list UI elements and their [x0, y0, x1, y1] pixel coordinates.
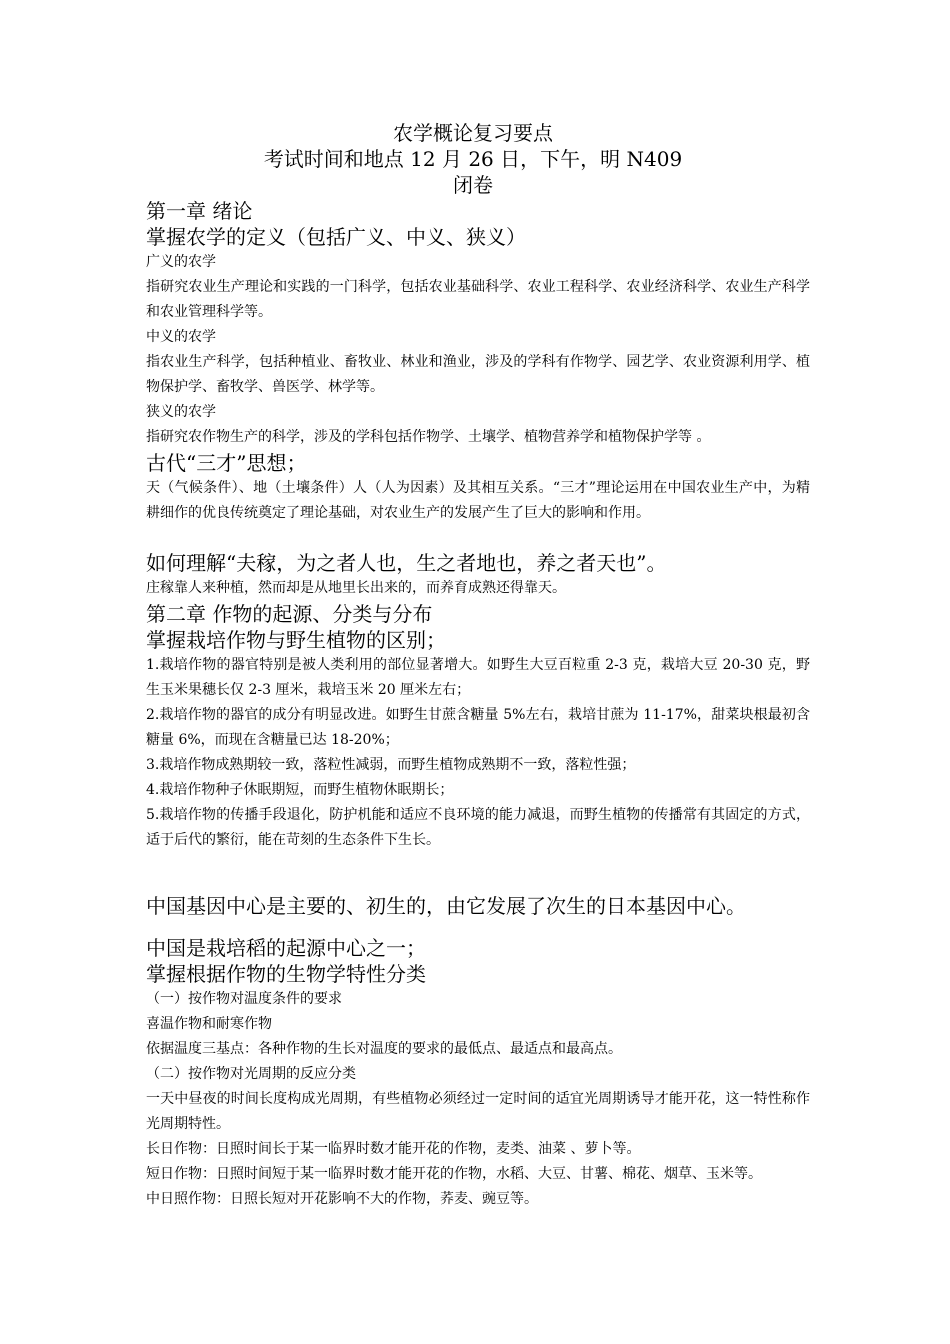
title-block — [136, 120, 810, 198]
light-text: 一天中昼夜的时间长度构成光周期，有些植物必须经过一定时间的适宜光周期诱导才能开花，这一特性称作光周期特性。 — [146, 1091, 810, 1132]
temp-types: 喜温作物和耐寒作物 — [146, 1016, 272, 1032]
rice-origin-heading: 中国是栽培稻的起源中心之一； — [146, 936, 426, 960]
quote-heading: 如何理解“夫稼，为之者人也，生之者地也，养之者天也”。 — [146, 551, 667, 575]
broad-text: 指研究农业生产理论和实践的一门科学，包括农业基础科学、农业工程科学、农业经济科学、农业生产科学和农业管理科学等。 — [146, 279, 810, 320]
chapter-2-heading: 第二章 作物的起源、分类与分布 — [146, 602, 433, 626]
spacer — [146, 526, 810, 550]
list-item: 5.栽培作物的传播手段退化，防护机能和适应不良环境的能力减退，而野生植物的传播常有其固定的方式，适于后代的繁衍，能在苛刻的生态条件下生长。 — [146, 807, 810, 848]
temp-label: （一）按作物对温度条件的要求 — [146, 991, 342, 1007]
exam-info: 考试时间和地点 12 月 26 日，下午，明 N409 — [263, 147, 683, 171]
classify-heading: 掌握根据作物的生物学特性分类 — [146, 962, 426, 986]
sancai-text: 天（气候条件）、地（土壤条件）人（人为因素）及其相互关系。“三才”理论运用在中国农业生产中，为精耕细作的优良传统奠定了理论基础，对农业生产的发展产生了巨大的影响和作用。 — [146, 480, 810, 521]
short-day-text: 短日作物：日照时间短于某一临界时数才能开花的作物，水稻、大豆、甘薯、棉花、烟草、玉米等。 — [146, 1166, 762, 1182]
quote-text: 庄稼靠人来种植，然而却是从地里长出来的，而养育成熟还得靠天。 — [146, 580, 566, 596]
temp-text: 依据温度三基点：各种作物的生长对温度的要求的最低点、最适点和最高点。 — [146, 1041, 622, 1057]
long-day-text: 长日作物：日照时间长于某一临界时数才能开花的作物，麦类、油菜 、萝卜等。 — [146, 1141, 641, 1157]
list-item: 4.栽培作物种子休眠期短，而野生植物休眠期长； — [146, 782, 454, 798]
narrow-label: 狭义的农学 — [146, 404, 216, 420]
middle-label: 中义的农学 — [146, 329, 216, 345]
sancai-heading: 古代“三才”思想； — [146, 451, 307, 475]
difference-heading: 掌握栽培作物与野生植物的区别； — [146, 628, 446, 652]
list-item: 2.栽培作物的器官的成分有明显改进。如野生甘蔗含糖量 5%左右，栽培甘蔗为 11-17%，甜菜块根最初含糖量 6%，而现在含糖量已达 18-20%； — [146, 707, 810, 748]
spacer — [146, 919, 810, 935]
middle-text: 指农业生产科学，包括种植业、畜牧业、林业和渔业，涉及的学科有作物学、园艺学、农业资源利用学、植物保护学、畜牧学、兽医学、林学等。 — [146, 354, 810, 395]
narrow-text: 指研究农作物生产的科学，涉及的学科包括作物学、土壤学、植物营养学和植物保护学等 。 — [146, 429, 711, 445]
list-item: 3.栽培作物成熟期较一致，落粒性减弱，而野生植物成熟期不一致，落粒性强； — [146, 757, 636, 773]
broad-label: 广义的农学 — [146, 254, 216, 270]
spacer — [146, 853, 810, 893]
list-item: 1.栽培作物的器官特别是被人类利用的部位显著增大。如野生大豆百粒重 2-3 克，栽培大豆 20-30 克，野生玉米果穗长仅 2-3 厘米，栽培玉米 20 厘米左右； — [146, 657, 810, 698]
light-label: （二）按作物对光周期的反应分类 — [146, 1066, 356, 1082]
document-page — [146, 120, 810, 1212]
exam-type: 闭卷 — [453, 173, 493, 197]
document-title: 农学概论复习要点 — [393, 121, 553, 145]
gene-center-heading: 中国基因中心是主要的、初生的，由它发展了次生的日本基因中心。 — [146, 894, 746, 918]
neutral-day-text: 中日照作物：日照长短对开花影响不大的作物，荞麦、豌豆等。 — [146, 1191, 538, 1207]
chapter-1-heading: 第一章 绪论 — [146, 199, 253, 223]
definition-heading: 掌握农学的定义（包括广义、中义、狭义） — [146, 225, 526, 249]
